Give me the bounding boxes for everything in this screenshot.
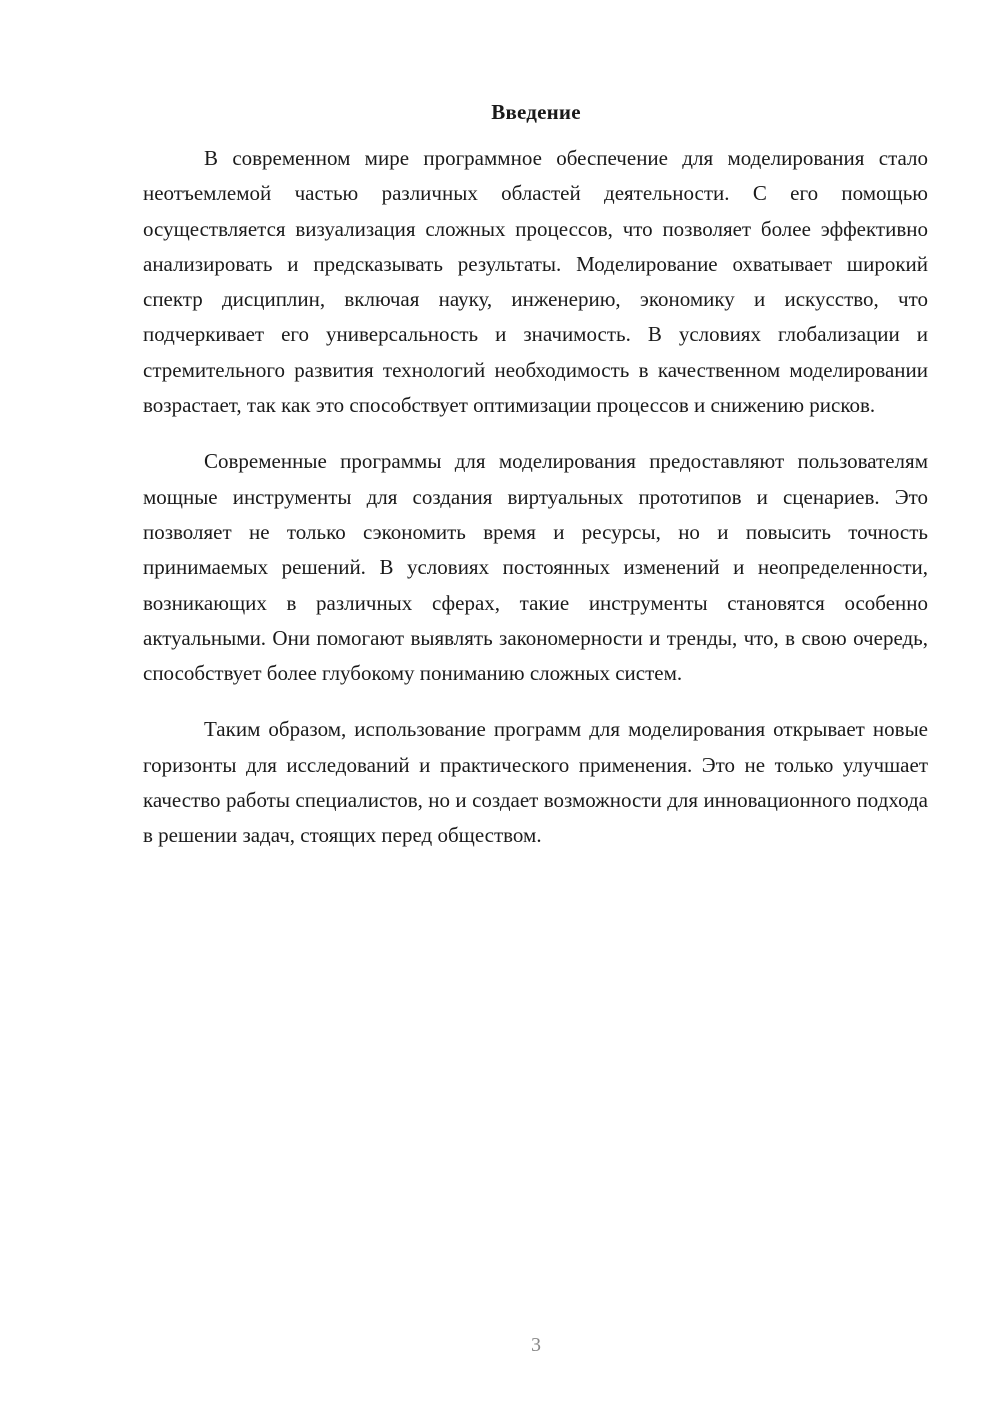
page-number: 3	[531, 1334, 541, 1356]
page-title: Введение	[491, 100, 581, 124]
paragraph-3: Таким образом, использование программ для моделирования открывает новые горизонты для исследований и практического применения. Это не только улучшает качество работы специалистов, но и создает возможности для инновационного подхода в решении задач, стоящих перед обществом.	[143, 717, 928, 848]
paragraph-1: В современном мире программное обеспечение для моделирования стало неотъемлемой частью различных областей деятельности. С его помощью осуществляется визуализация сложных процессов, что позволяет более эффективно анализировать и предсказывать результаты. Моделирование охватывает широкий спектр дисциплин, включая науку, инженерию, экономику и искусство, что подчеркивает его универсальность и значимость. В условиях глобализации и стремительного развития технологий необходимость в качественном моделировании возрастает, так как это способствует оптимизации процессов и снижению рисков.	[143, 146, 928, 418]
paragraph-2: Современные программы для моделирования предоставляют пользователям мощные инструменты для создания виртуальных прототипов и сценариев. Это позволяет не только сэкономить время и ресурсы, но и повысить точность принимаемых решений. В условиях постоянных изменений и неопределенности, возникающих в различных сферах, такие инструменты становятся особенно актуальными. Они помогают выявлять закономерности и тренды, что, в свою очередь, способствует более глубокому пониманию сложных систем.	[143, 449, 928, 686]
body-text	[143, 141, 928, 875]
